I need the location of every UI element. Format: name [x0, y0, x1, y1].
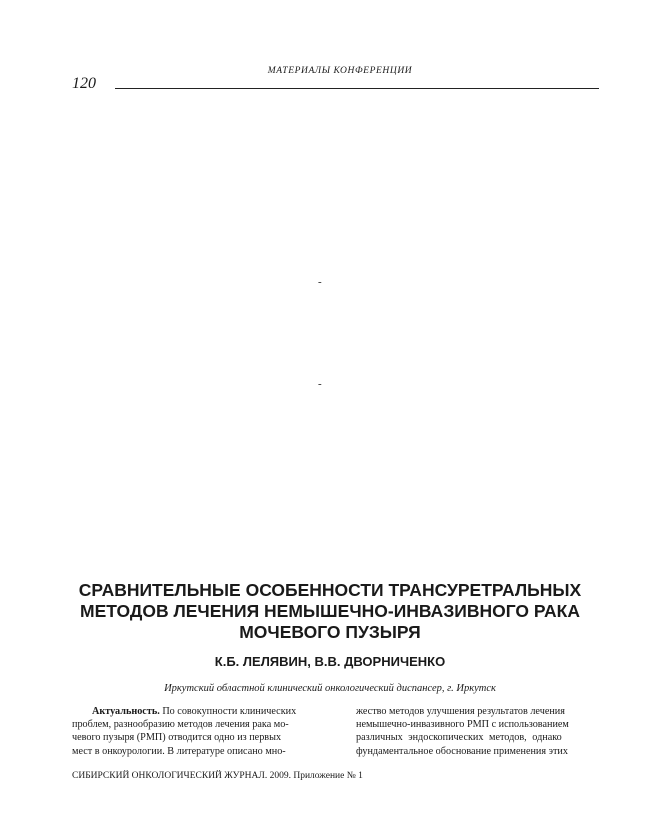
- title-line: СРАВНИТЕЛЬНЫЕ ОСОБЕННОСТИ ТРАНСУРЕТРАЛЬНЫХ: [78, 580, 582, 600]
- body-line: различных эндоскопических методов, однако: [356, 732, 562, 744]
- right-column: [356, 705, 602, 758]
- body-line: жество методов улучшения результатов лечения: [356, 706, 565, 717]
- title-line: МОЧЕВОГО ПУЗЫРЯ: [239, 622, 421, 642]
- page-number: 120: [72, 75, 96, 92]
- stray-mark: -: [318, 378, 322, 390]
- header-rule: [115, 88, 599, 89]
- authors: К.Б. ЛЕЛЯВИН, В.В. ДВОРНИЧЕНКО: [214, 654, 446, 669]
- body-line: немышечно-инвазивного РМП с использованием: [356, 719, 569, 731]
- article-title: [70, 580, 590, 643]
- section-lead: Актуальность.: [92, 706, 160, 717]
- paragraph-first-line: [72, 705, 334, 718]
- body-text: По совокупности клинических: [159, 706, 297, 717]
- body-line: фундаментальное обоснование применения этих: [356, 745, 568, 757]
- affiliation: Иркутский областной клинический онкологический диспансер, г. Иркутск: [164, 683, 496, 694]
- body-line: чевого пузыря (РМП) отводится одно из первых: [72, 732, 282, 744]
- title-line: МЕТОДОВ ЛЕЧЕНИЯ НЕМЫШЕЧНО-ИНВАЗИВНОГО РАКА: [80, 601, 580, 621]
- journal-footer: СИБИРСКИЙ ОНКОЛОГИЧЕСКИЙ ЖУРНАЛ. 2009. Приложение № 1: [72, 771, 363, 781]
- stray-mark: -: [318, 276, 322, 288]
- body-line: проблем, разнообразию методов лечения рака мо-: [72, 719, 289, 731]
- running-head: МАТЕРИАЛЫ КОНФЕРЕНЦИИ: [267, 66, 413, 76]
- body-line: мест в онкоурологии. В литературе описано мно-: [72, 745, 286, 757]
- left-column: [72, 705, 334, 758]
